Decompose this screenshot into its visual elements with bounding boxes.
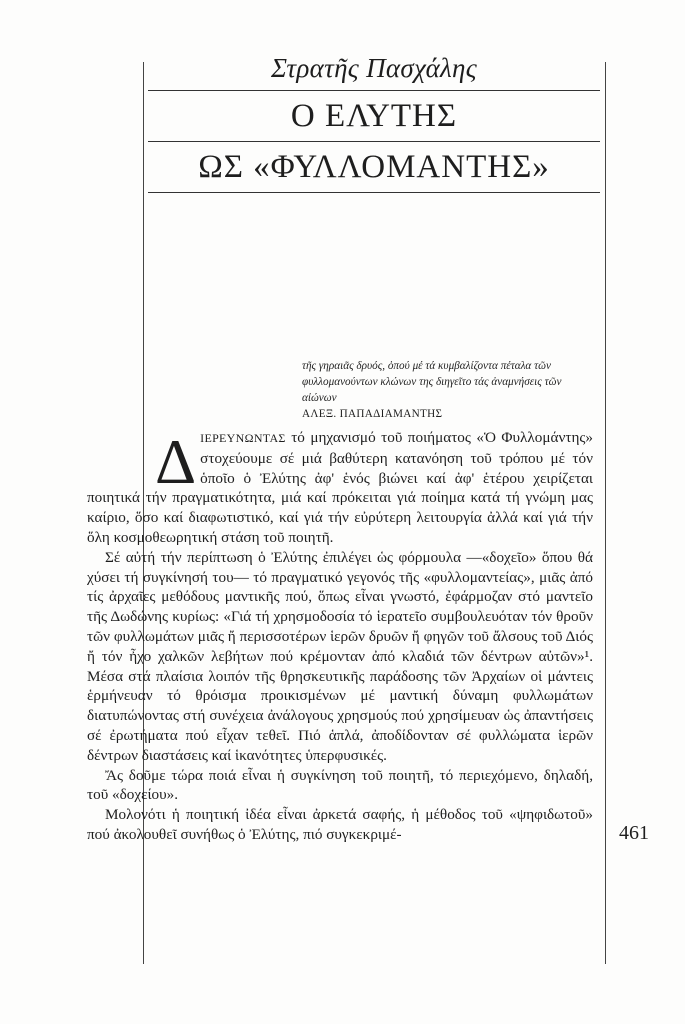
header-bottom-divider <box>148 192 600 193</box>
paragraph-1 <box>87 428 593 548</box>
drop-cap: Δ <box>155 426 197 497</box>
title-line-2: ΩΣ «ΦΥΛΛΟΜΑΝΤΗΣ» <box>198 149 550 185</box>
right-margin-rule <box>605 62 606 964</box>
paragraph-3: Ἄς δοῦμε τώρα ποιά εἶναι ἡ συγκίνηση τοῦ ποιητῆ, τό περιεχόμενο, δηλαδή, τοῦ «δοχείου». <box>87 766 593 804</box>
paragraph-2: Σέ αὐτή τήν περίπτωση ὁ Ἐλύτης ἐπιλέγει ὡς φόρμουλα —«δοχεῖο» ὅπου θά χύσει τή συγκίνησή του— τό πραγματικό γεγονός τῆς «φυλλομαντείας», μιᾶς ἀπό τίς ἀρχαῖες μεθόδους μαντικῆς πού, ὅπως εἶναι γνωστό, ἐφάρμοζαν στό μαντεῖο τῆς Δωδώνης κυρίως: «Γιά τή χρησμοδοσία τό ἱερατεῖο συμβουλευόταν τόν θροῦν τῶν φυλλωμάτων μιᾶς ἤ περισσοτέρων ἱερῶν δρυῶν ἤ φηγῶν τοῦ ἄλσους τοῦ Διός ἤ τόν ἦχο χαλκῶν λεβήτων πού κρέμονταν ἀπό κλαδιά τῶν δέντρων αὐτῶν»¹. Μέσα στά πλαίσια λοιπόν τῆς θρησκευτικῆς παράδοσης τῶν Ἀρχαίων οἱ μάντεις ἑρμήνευαν τό θρόισμα προικισμένων μέ μαντική δύναμη φυλλωμάτων διατυπώνοντας στή συνέχεια ἀνάλογους χρησμούς πού χρησίμευαν ὡς ἀπαντήσεις σέ ἐρωτήματα πού εἶχαν τεθεῖ. Πιό ἁπλά, ἀποδίδονταν σέ φυλλώματα ἱερῶν δέντρων διαστάσεις καί ἱκανότητες ὑπερφυσικές. <box>87 548 593 764</box>
author-name: Στρατῆς Πασχάλης <box>271 53 477 83</box>
article-header <box>148 46 600 193</box>
epigraph-quote: τῆς γηραιᾶς δρυός, ὁπού μέ τά κυμβαλίζοντα πέταλα τῶν φυλλομανούντων κλώνων της διηγεῖτο τάς ἀναμνήσεις τῶν αἰώνων <box>302 360 562 404</box>
paragraph-4: Μολονότι ἡ ποιητική ἰδέα εἶναι ἀρκετά σαφής, ἡ μέθοδος τοῦ «ψηφιδωτοῦ» πού ἀκολουθεῖ συνήθως ὁ Ἐλύτης, πιό συγκεκριμέ- <box>87 806 593 843</box>
title-line-1: Ο ΕΛΥΤΗΣ <box>290 98 458 134</box>
epigraph <box>302 358 592 422</box>
opening-caps: ΙΕΡΕΥΝΩΝΤΑΣ <box>200 431 286 445</box>
paragraph-1-text: τό μηχανισμό τοῦ ποιήματος «Ὁ Φυλλομάντης» στοχεύουμε σέ μιά βαθύτερη κατανόηση τοῦ τρόπου μέ τόν ὁποῖο ὁ Ἐλύτης ἀφ' ἑνός βιώνει καί ἀφ' ἑτέρου χειρίζεται ποιητικά τήν πραγματικότητα, μιά καί πρόκειται γιά ποίημα κατά τή γνώμη μας καίριο, ὅσο καί διαφωτιστικό, καί γιά τήν εὐρύτερη λειτουργία ἀλλά καί γιά τήν ὅλη κοσμοθεωρητική στάση τοῦ ποιητῆ. <box>87 429 593 546</box>
page-number: 461 <box>619 822 649 844</box>
epigraph-attribution: ΑΛΕΞ. ΠΑΠΑΔΙΑΜΑΝΤΗΣ <box>302 408 443 420</box>
article-body <box>87 428 593 845</box>
